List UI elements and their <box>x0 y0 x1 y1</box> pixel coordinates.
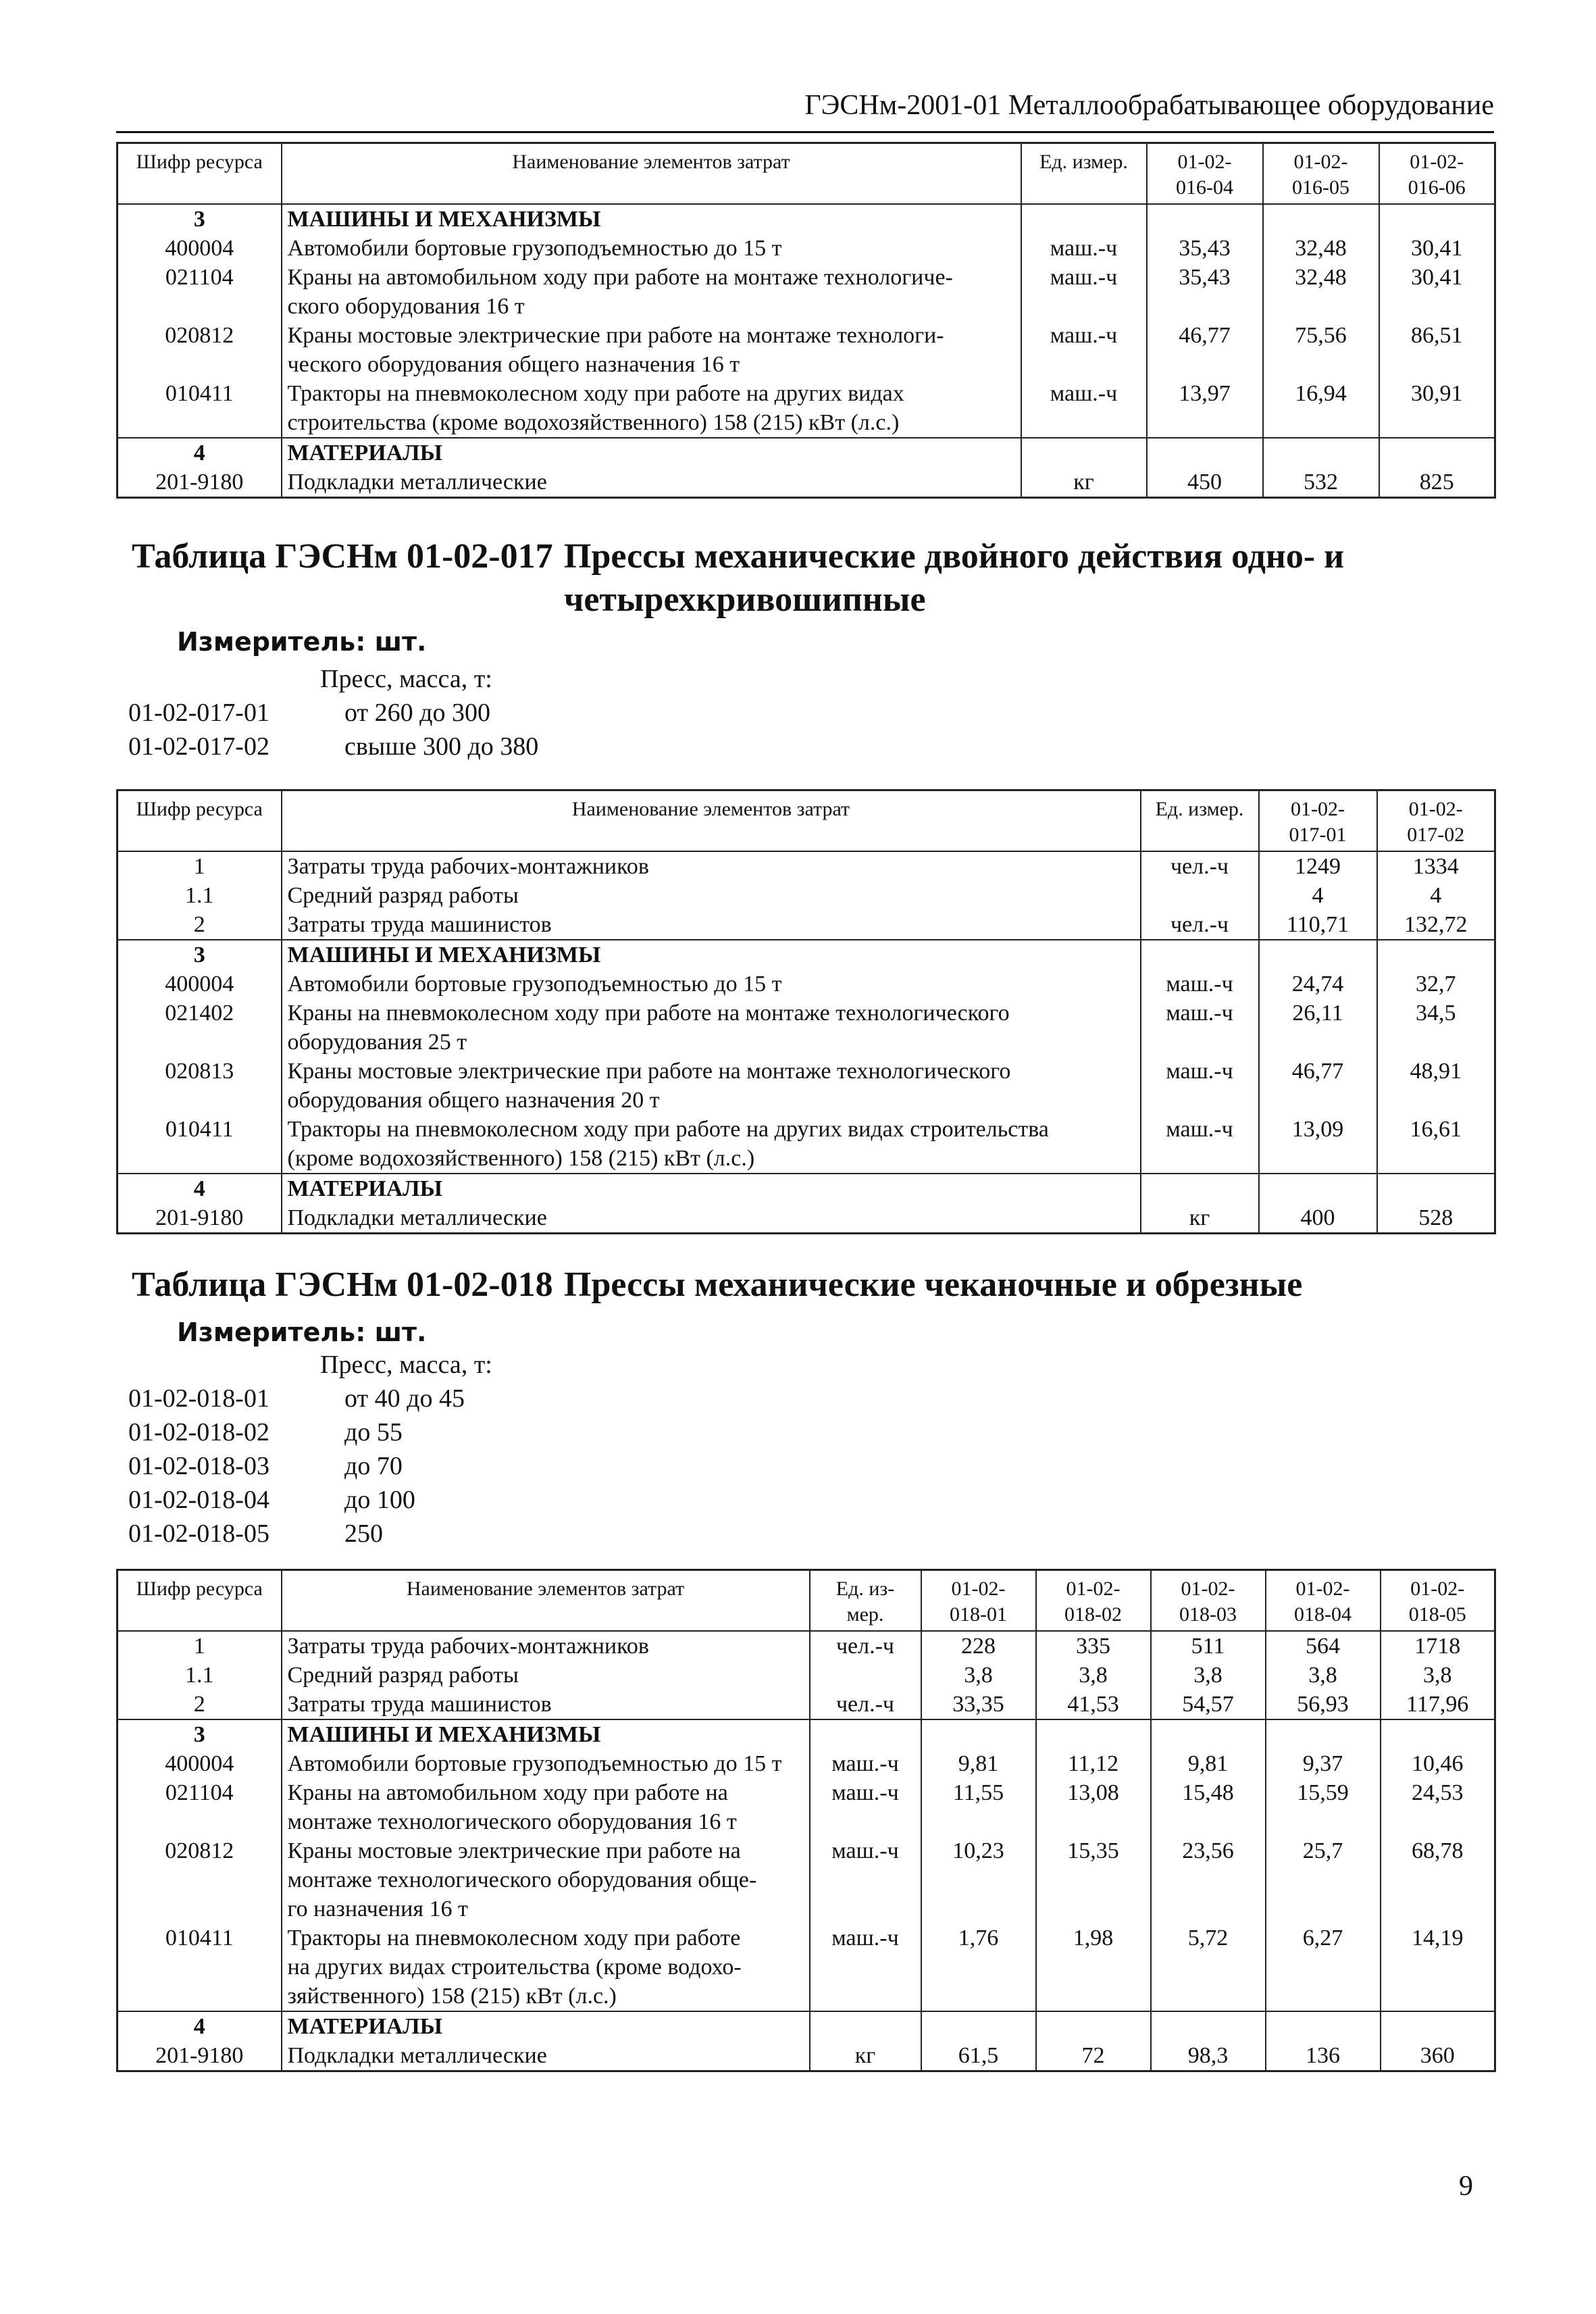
resource-name: Средний разряд работы <box>282 881 1141 910</box>
param-value: от 260 до 300 <box>344 699 490 727</box>
resource-value: 110,71 <box>1259 910 1377 940</box>
resource-value: 136 <box>1266 2041 1381 2071</box>
resource-value: 1,98 <box>1036 1923 1151 2011</box>
resource-value <box>1259 940 1377 970</box>
resource-value: 46,77 <box>1259 1057 1377 1115</box>
resource-unit: маш.-ч <box>1141 970 1259 999</box>
resource-name: Автомобили бортовые грузоподъемностью до 15 т <box>282 970 1141 999</box>
resource-unit <box>1021 204 1147 234</box>
resource-value: 32,48 <box>1263 234 1379 263</box>
resource-value: 1334 <box>1377 851 1495 881</box>
resource-value: 56,93 <box>1266 1690 1381 1719</box>
resource-value: 825 <box>1379 468 1495 498</box>
resource-value: 16,94 <box>1263 379 1379 438</box>
table-017-number: Таблица ГЭСНм 01-02-017 <box>132 537 553 576</box>
param-value: до 100 <box>344 1486 415 1514</box>
resource-code: 3 <box>118 1719 282 1749</box>
resource-value <box>921 2011 1036 2041</box>
resource-value <box>921 1719 1036 1749</box>
resource-value: 35,43 <box>1147 263 1263 321</box>
resource-name: Затраты труда машинистов <box>282 910 1141 940</box>
resource-code: 1 <box>118 1631 282 1661</box>
resource-name: Подкладки металлические <box>282 2041 810 2071</box>
resource-value: 1,76 <box>921 1923 1036 2011</box>
table-row <box>118 1661 1495 1690</box>
resource-unit: маш.-ч <box>1021 321 1147 379</box>
table-row <box>118 1690 1495 1719</box>
resource-value: 3,8 <box>1036 1661 1151 1690</box>
param-code: 01-02-017-02 <box>128 732 269 761</box>
column-header: Наименование элементов затрат <box>282 1570 810 1632</box>
resource-unit: маш.-ч <box>1021 263 1147 321</box>
resource-value: 532 <box>1263 468 1379 498</box>
resource-code: 020812 <box>118 1836 282 1923</box>
resource-value <box>1263 204 1379 234</box>
resource-code: 201-9180 <box>118 468 282 498</box>
resource-unit: чел.-ч <box>810 1690 921 1719</box>
resource-name: МАТЕРИАЛЫ <box>282 438 1021 468</box>
resource-value: 34,5 <box>1377 999 1495 1057</box>
resource-value: 400 <box>1259 1203 1377 1234</box>
resource-value <box>1266 2011 1381 2041</box>
resource-value: 9,81 <box>1151 1749 1266 1778</box>
resource-value: 14,19 <box>1381 1923 1495 2011</box>
param-value: от 40 до 45 <box>344 1384 465 1413</box>
column-header: 01-02- 018-04 <box>1266 1570 1381 1632</box>
table-018-number: Таблица ГЭСНм 01-02-018 <box>132 1265 553 1304</box>
resource-code: 400004 <box>118 234 282 263</box>
table-row <box>118 940 1495 970</box>
resource-code: 4 <box>118 438 282 468</box>
resource-name: МАТЕРИАЛЫ <box>282 2011 810 2041</box>
resource-name: Краны мостовые электрические при работе на монтаже технологи- ческого оборудования общего назначения 16 т <box>282 321 1021 379</box>
resource-value: 15,48 <box>1151 1778 1266 1836</box>
resource-name: Затраты труда рабочих-монтажников <box>282 1631 810 1661</box>
table-row <box>118 2041 1495 2071</box>
resource-unit <box>810 1661 921 1690</box>
resource-value: 35,43 <box>1147 234 1263 263</box>
table-row <box>118 1719 1495 1749</box>
resource-name: Автомобили бортовые грузоподъемностью до 15 т <box>282 1749 810 1778</box>
column-header: 01-02- 018-01 <box>921 1570 1036 1632</box>
column-header: Ед. измер. <box>1021 143 1147 205</box>
resource-name: Тракторы на пневмоколесном ходу при работе на других видах строительства (кроме водохозяйственного) 158 (215) кВт (л.с.) <box>282 1115 1141 1174</box>
resource-value: 61,5 <box>921 2041 1036 2071</box>
resource-value: 6,27 <box>1266 1923 1381 2011</box>
resource-code: 1.1 <box>118 881 282 910</box>
resource-value: 132,72 <box>1377 910 1495 940</box>
resource-name: Краны мостовые электрические при работе на монтаже технологического оборудования общего назначения 20 т <box>282 1057 1141 1115</box>
resource-value: 13,08 <box>1036 1778 1151 1836</box>
column-header: Ед. из- мер. <box>810 1570 921 1632</box>
resource-code: 2 <box>118 910 282 940</box>
resource-code: 1 <box>118 851 282 881</box>
resource-value: 13,09 <box>1259 1115 1377 1174</box>
table-row <box>118 468 1495 498</box>
resource-value: 68,78 <box>1381 1836 1495 1923</box>
resource-value: 11,12 <box>1036 1749 1151 1778</box>
resource-value: 30,41 <box>1379 234 1495 263</box>
resource-value: 33,35 <box>921 1690 1036 1719</box>
param-code: 01-02-018-05 <box>128 1519 269 1548</box>
table-row <box>118 851 1495 881</box>
resource-name: Краны на автомобильном ходу при работе на монтаже технологического оборудования 16 т <box>282 1778 810 1836</box>
resource-value <box>1147 438 1263 468</box>
resource-value: 228 <box>921 1631 1036 1661</box>
resource-value: 13,97 <box>1147 379 1263 438</box>
resource-name: Автомобили бортовые грузоподъемностью до 15 т <box>282 234 1021 263</box>
resource-name: Тракторы на пневмоколесном ходу при работе на других видах строительства (кроме водохо- зяйственного) 158 (215) кВт (л.с.) <box>282 1923 810 2011</box>
resource-code: 010411 <box>118 379 282 438</box>
resource-name: Краны на пневмоколесном ходу при работе на монтаже технологического оборудования 25 т <box>282 999 1141 1057</box>
param-header: Пресс, масса, т: <box>320 1351 492 1379</box>
resource-name: Средний разряд работы <box>282 1661 810 1690</box>
column-header: 01-02- 018-05 <box>1381 1570 1495 1632</box>
table-018-description: Прессы механические чеканочные и обрезные <box>564 1265 1303 1304</box>
column-header: 01-02- 017-02 <box>1377 790 1495 852</box>
resource-unit: маш.-ч <box>1141 1057 1259 1115</box>
param-code: 01-02-018-04 <box>128 1486 269 1514</box>
resource-value <box>1381 1719 1495 1749</box>
resource-code: 3 <box>118 204 282 234</box>
resource-value: 450 <box>1147 468 1263 498</box>
resource-code: 010411 <box>118 1115 282 1174</box>
column-header: Наименование элементов затрат <box>282 143 1021 205</box>
resource-code: 4 <box>118 1174 282 1203</box>
resource-code: 2 <box>118 1690 282 1719</box>
resource-value: 75,56 <box>1263 321 1379 379</box>
resource-value <box>1381 2011 1495 2041</box>
resource-value: 3,8 <box>921 1661 1036 1690</box>
resource-value <box>1151 2011 1266 2041</box>
resource-unit: кг <box>810 2041 921 2071</box>
resource-value: 4 <box>1259 881 1377 910</box>
column-header: 01-02- 017-01 <box>1259 790 1377 852</box>
resource-name: МАШИНЫ И МЕХАНИЗМЫ <box>282 1719 810 1749</box>
resource-name: Подкладки металлические <box>282 468 1021 498</box>
table-018-title <box>132 1263 1347 1311</box>
resource-name: Краны на автомобильном ходу при работе на монтаже технологиче- ского оборудования 16 т <box>282 263 1021 321</box>
resource-code: 4 <box>118 2011 282 2041</box>
resource-unit: чел.-ч <box>1141 910 1259 940</box>
resource-value: 54,57 <box>1151 1690 1266 1719</box>
table-017-title <box>132 535 1347 630</box>
param-value: свыше 300 до 380 <box>344 732 539 761</box>
resource-unit: чел.-ч <box>810 1631 921 1661</box>
resource-unit <box>810 1719 921 1749</box>
resource-name: Затраты труда рабочих-монтажников <box>282 851 1141 881</box>
table-018-params <box>128 1348 736 1551</box>
param-value: до 70 <box>344 1452 403 1480</box>
resource-value: 528 <box>1377 1203 1495 1234</box>
column-header: 01-02- 018-02 <box>1036 1570 1151 1632</box>
table-row <box>118 1203 1495 1234</box>
resource-unit <box>1141 940 1259 970</box>
resource-value <box>1036 2011 1151 2041</box>
column-header: 01-02- 016-06 <box>1379 143 1495 205</box>
table-row <box>118 1174 1495 1203</box>
resource-value: 1718 <box>1381 1631 1495 1661</box>
resource-value: 32,7 <box>1377 970 1495 999</box>
param-code: 01-02-018-02 <box>128 1418 269 1447</box>
column-header: 01-02- 016-05 <box>1263 143 1379 205</box>
resource-code: 201-9180 <box>118 1203 282 1234</box>
resource-unit: маш.-ч <box>810 1923 921 2011</box>
resource-name: МАШИНЫ И МЕХАНИЗМЫ <box>282 940 1141 970</box>
resource-value: 15,35 <box>1036 1836 1151 1923</box>
column-header: Шифр ресурса <box>118 143 282 205</box>
column-header: 01-02- 016-04 <box>1147 143 1263 205</box>
resource-value: 15,59 <box>1266 1778 1381 1836</box>
table-row <box>118 1923 1495 2011</box>
resource-table-018 <box>116 1569 1496 2072</box>
table-017-params <box>128 662 736 770</box>
table-row <box>118 438 1495 468</box>
param-code: 01-02-018-03 <box>128 1452 269 1480</box>
resource-value: 1249 <box>1259 851 1377 881</box>
resource-value: 72 <box>1036 2041 1151 2071</box>
resource-value: 3,8 <box>1266 1661 1381 1690</box>
resource-value: 4 <box>1377 881 1495 910</box>
table-row <box>118 1778 1495 1836</box>
resource-unit: кг <box>1141 1203 1259 1234</box>
resource-value: 30,91 <box>1379 379 1495 438</box>
table-row <box>118 881 1495 910</box>
resource-code: 020813 <box>118 1057 282 1115</box>
page-number: 9 <box>1459 2171 1473 2202</box>
resource-value <box>1151 1719 1266 1749</box>
resource-name: Подкладки металлические <box>282 1203 1141 1234</box>
resource-value <box>1036 1719 1151 1749</box>
resource-value: 11,55 <box>921 1778 1036 1836</box>
resource-code: 021104 <box>118 1778 282 1836</box>
resource-table-017 <box>116 789 1496 1234</box>
resource-value <box>1379 204 1495 234</box>
resource-name: МАТЕРИАЛЫ <box>282 1174 1141 1203</box>
resource-value: 10,46 <box>1381 1749 1495 1778</box>
param-code: 01-02-018-01 <box>128 1384 269 1413</box>
resource-code: 400004 <box>118 1749 282 1778</box>
param-value: 250 <box>344 1519 383 1548</box>
table-row <box>118 970 1495 999</box>
table-017-description: Прессы механические двойного действия одно- и четырехкривошипные <box>564 537 1345 619</box>
resource-value: 9,37 <box>1266 1749 1381 1778</box>
table-row <box>118 204 1495 234</box>
column-header: Шифр ресурса <box>118 790 282 852</box>
resource-name: Краны мостовые электрические при работе на монтаже технологического оборудования обще- го назначения 16 т <box>282 1836 810 1923</box>
resource-code: 1.1 <box>118 1661 282 1690</box>
resource-value: 9,81 <box>921 1749 1036 1778</box>
resource-value: 360 <box>1381 2041 1495 2071</box>
resource-unit: кг <box>1021 468 1147 498</box>
table-row <box>118 1749 1495 1778</box>
resource-value: 41,53 <box>1036 1690 1151 1719</box>
resource-code: 201-9180 <box>118 2041 282 2071</box>
column-header: 01-02- 018-03 <box>1151 1570 1266 1632</box>
resource-value: 26,11 <box>1259 999 1377 1057</box>
table-row <box>118 321 1495 379</box>
resource-unit: маш.-ч <box>1141 999 1259 1057</box>
resource-unit: чел.-ч <box>1141 851 1259 881</box>
resource-code: 020812 <box>118 321 282 379</box>
table-row <box>118 1631 1495 1661</box>
table-row <box>118 1836 1495 1923</box>
resource-value: 24,74 <box>1259 970 1377 999</box>
resource-value: 30,41 <box>1379 263 1495 321</box>
table-row <box>118 1057 1495 1115</box>
resource-value <box>1377 1174 1495 1203</box>
resource-code: 021402 <box>118 999 282 1057</box>
resource-name: Тракторы на пневмоколесном ходу при работе на других видах строительства (кроме водохозяйственного) 158 (215) кВт (л.с.) <box>282 379 1021 438</box>
resource-unit: маш.-ч <box>810 1778 921 1836</box>
resource-value: 335 <box>1036 1631 1151 1661</box>
resource-table-016 <box>116 142 1496 499</box>
resource-value <box>1266 1719 1381 1749</box>
table-row <box>118 910 1495 940</box>
resource-code: 400004 <box>118 970 282 999</box>
table-017-measure: Измеритель: шт. <box>177 627 427 657</box>
resource-value: 24,53 <box>1381 1778 1495 1836</box>
resource-unit <box>1141 1174 1259 1203</box>
column-header: Наименование элементов затрат <box>282 790 1141 852</box>
table-row <box>118 2011 1495 2041</box>
resource-unit <box>1141 881 1259 910</box>
resource-code: 010411 <box>118 1923 282 2011</box>
param-header: Пресс, масса, т: <box>320 665 492 693</box>
resource-value: 511 <box>1151 1631 1266 1661</box>
table-row <box>118 999 1495 1057</box>
resource-value: 3,8 <box>1381 1661 1495 1690</box>
resource-value: 5,72 <box>1151 1923 1266 2011</box>
resource-value: 3,8 <box>1151 1661 1266 1690</box>
resource-code: 021104 <box>118 263 282 321</box>
resource-value: 98,3 <box>1151 2041 1266 2071</box>
resource-value: 23,56 <box>1151 1836 1266 1923</box>
resource-name: МАШИНЫ И МЕХАНИЗМЫ <box>282 204 1021 234</box>
resource-value <box>1147 204 1263 234</box>
resource-value <box>1263 438 1379 468</box>
table-018-measure: Измеритель: шт. <box>177 1317 427 1347</box>
resource-value: 86,51 <box>1379 321 1495 379</box>
resource-value: 117,96 <box>1381 1690 1495 1719</box>
table-row <box>118 1115 1495 1174</box>
resource-unit <box>810 2011 921 2041</box>
resource-unit: маш.-ч <box>1141 1115 1259 1174</box>
param-value: до 55 <box>344 1418 403 1447</box>
resource-unit: маш.-ч <box>1021 234 1147 263</box>
resource-unit: маш.-ч <box>1021 379 1147 438</box>
resource-unit <box>1021 438 1147 468</box>
resource-value: 46,77 <box>1147 321 1263 379</box>
resource-value: 10,23 <box>921 1836 1036 1923</box>
resource-code: 3 <box>118 940 282 970</box>
param-code: 01-02-017-01 <box>128 699 269 727</box>
column-header: Ед. измер. <box>1141 790 1259 852</box>
running-header: ГЭСНм-2001-01 Металлообрабатывающее оборудование <box>116 89 1494 133</box>
resource-unit: маш.-ч <box>810 1749 921 1778</box>
resource-value <box>1379 438 1495 468</box>
resource-value: 564 <box>1266 1631 1381 1661</box>
resource-value <box>1377 940 1495 970</box>
resource-value: 48,91 <box>1377 1057 1495 1115</box>
table-row <box>118 263 1495 321</box>
resource-unit: маш.-ч <box>810 1836 921 1923</box>
resource-value <box>1259 1174 1377 1203</box>
resource-value: 16,61 <box>1377 1115 1495 1174</box>
resource-value: 32,48 <box>1263 263 1379 321</box>
resource-name: Затраты труда машинистов <box>282 1690 810 1719</box>
table-row <box>118 234 1495 263</box>
table-row <box>118 379 1495 438</box>
resource-value: 25,7 <box>1266 1836 1381 1923</box>
column-header: Шифр ресурса <box>118 1570 282 1632</box>
